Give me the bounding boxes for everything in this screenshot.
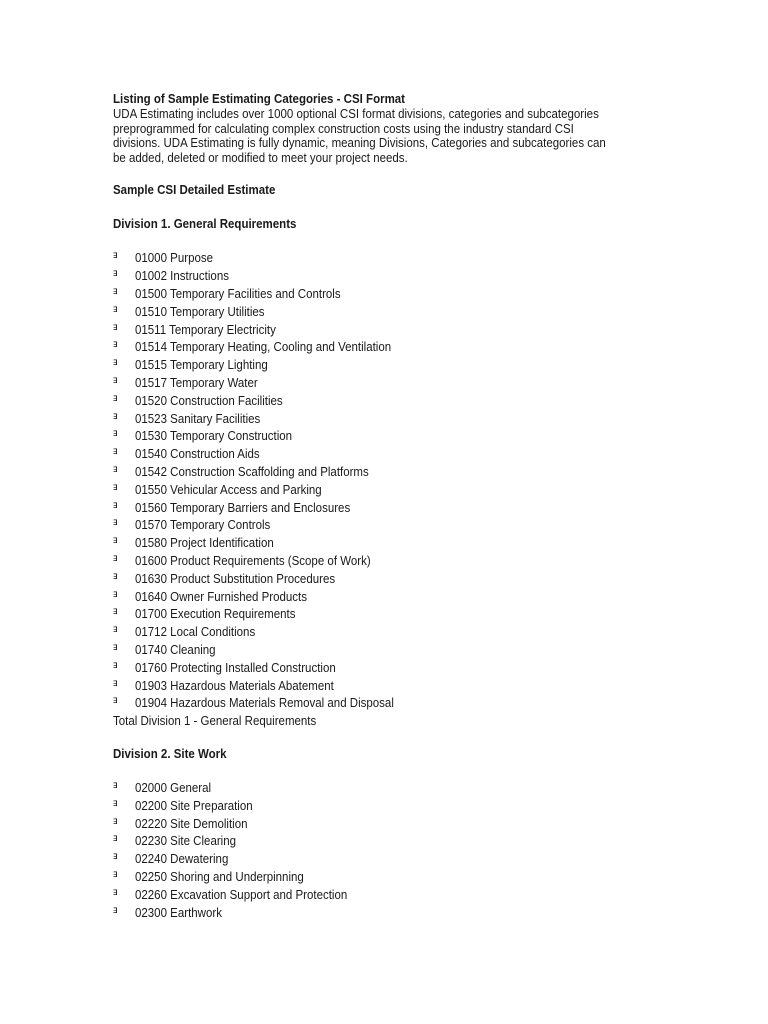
list-item-label: 01760 Protecting Installed Construction	[135, 660, 336, 675]
bullet-icon: ⱻ	[113, 641, 118, 653]
bullet-icon: ⱻ	[113, 624, 118, 636]
list-item-label: 01511 Temporary Electricity	[135, 322, 276, 337]
list-item	[113, 660, 673, 678]
bullet-icon: ⱻ	[113, 904, 118, 916]
list-item-label: 02300 Earthwork	[135, 905, 222, 920]
bullet-icon: ⱻ	[113, 606, 118, 618]
division-2-list	[113, 780, 673, 922]
bullet-icon: ⱻ	[113, 535, 118, 547]
list-item	[113, 339, 673, 357]
bullet-icon: ⱻ	[113, 463, 118, 475]
list-item	[113, 446, 673, 464]
intro-line: preprogrammed for calculating complex construction costs using the industry standard CSI	[113, 121, 574, 136]
bullet-icon: ⱻ	[113, 833, 118, 845]
list-item-label: 01560 Temporary Barriers and Enclosures	[135, 500, 351, 515]
bullet-icon: ⱻ	[113, 250, 118, 262]
list-item-label: 02260 Excavation Support and Protection	[135, 887, 348, 902]
bullet-icon: ⱻ	[113, 677, 118, 689]
list-item	[113, 517, 673, 535]
list-item-label: 02000 General	[135, 781, 212, 796]
bullet-icon: ⱻ	[113, 410, 118, 422]
list-item-label: 01640 Owner Furnished Products	[135, 589, 307, 604]
list-item	[113, 500, 673, 518]
bullet-icon: ⱻ	[113, 588, 118, 600]
list-item	[113, 695, 673, 713]
list-item-label: 01500 Temporary Facilities and Controls	[135, 286, 341, 301]
list-item-label: 01580 Project Identification	[135, 536, 274, 551]
list-item-label: 01700 Execution Requirements	[135, 607, 296, 622]
intro-paragraph	[113, 107, 665, 165]
list-item-label: 01740 Cleaning	[135, 642, 216, 657]
bullet-icon: ⱻ	[113, 499, 118, 511]
intro-line: be added, deleted or modified to meet your project needs.	[113, 150, 408, 165]
list-item	[113, 589, 673, 607]
list-item	[113, 304, 673, 322]
list-item	[113, 606, 673, 624]
list-item	[113, 642, 673, 660]
list-item-label: 01570 Temporary Controls	[135, 518, 271, 533]
list-item	[113, 464, 673, 482]
bullet-icon: ⱻ	[113, 357, 118, 369]
list-item-label: 01510 Temporary Utilities	[135, 304, 265, 319]
list-item-label: 01520 Construction Facilities	[135, 393, 283, 408]
list-item-label: 01000 Purpose	[135, 251, 214, 266]
list-item	[113, 887, 673, 905]
list-item	[113, 780, 673, 798]
list-item	[113, 798, 673, 816]
list-item-label: 02220 Site Demolition	[135, 816, 248, 831]
section-heading: Sample CSI Detailed Estimate	[113, 183, 276, 198]
document-page	[113, 91, 673, 922]
list-item	[113, 869, 673, 887]
list-item	[113, 286, 673, 304]
bullet-icon: ⱻ	[113, 570, 118, 582]
list-item-label: 01523 Sanitary Facilities	[135, 411, 261, 426]
list-item	[113, 816, 673, 834]
list-item	[113, 357, 673, 375]
bullet-icon: ⱻ	[113, 374, 118, 386]
list-item-label: 01002 Instructions	[135, 269, 229, 284]
bullet-icon: ⱻ	[113, 303, 118, 315]
division-2-heading: Division 2. Site Work	[113, 747, 227, 762]
list-item-label: 01600 Product Requirements (Scope of Work)	[135, 553, 371, 568]
list-item	[113, 905, 673, 923]
list-item	[113, 833, 673, 851]
bullet-icon: ⱻ	[113, 886, 118, 898]
bullet-icon: ⱻ	[113, 321, 118, 333]
bullet-icon: ⱻ	[113, 869, 118, 881]
bullet-icon: ⱻ	[113, 428, 118, 440]
bullet-icon: ⱻ	[113, 851, 118, 863]
document-title: Listing of Sample Estimating Categories - CSI Format	[113, 92, 406, 106]
bullet-icon: ⱻ	[113, 815, 118, 827]
list-item-label: 02230 Site Clearing	[135, 834, 237, 849]
list-item	[113, 624, 673, 642]
list-item	[113, 322, 673, 340]
list-item	[113, 571, 673, 589]
list-item-label: 02240 Dewatering	[135, 852, 229, 867]
intro-line: UDA Estimating includes over 1000 optional CSI format divisions, categories and subcategories	[113, 107, 599, 121]
list-item-label: 01712 Local Conditions	[135, 625, 256, 640]
list-item	[113, 535, 673, 553]
list-item	[113, 250, 673, 268]
bullet-icon: ⱻ	[113, 392, 118, 404]
list-item-label: 01530 Temporary Construction	[135, 429, 293, 444]
list-item-label: 01542 Construction Scaffolding and Platforms	[135, 464, 369, 479]
list-item	[113, 268, 673, 286]
bullet-icon: ⱻ	[113, 517, 118, 529]
division-1-list	[113, 250, 673, 713]
list-item-label: 01904 Hazardous Materials Removal and Disposal	[135, 696, 394, 711]
bullet-icon: ⱻ	[113, 780, 118, 792]
bullet-icon: ⱻ	[113, 339, 118, 351]
list-item-label: 01540 Construction Aids	[135, 447, 260, 462]
list-item-label: 01517 Temporary Water	[135, 375, 258, 390]
list-item-label: 01903 Hazardous Materials Abatement	[135, 678, 334, 693]
list-item	[113, 678, 673, 696]
list-item-label: 01550 Vehicular Access and Parking	[135, 482, 322, 497]
list-item	[113, 393, 673, 411]
list-item	[113, 375, 673, 393]
bullet-icon: ⱻ	[113, 695, 118, 707]
list-item-label: 01514 Temporary Heating, Cooling and Ventilation	[135, 340, 392, 355]
list-item	[113, 553, 673, 571]
bullet-icon: ⱻ	[113, 481, 118, 493]
list-item	[113, 428, 673, 446]
division-1-total: Total Division 1 - General Requirements	[113, 714, 317, 729]
list-item	[113, 411, 673, 429]
bullet-icon: ⱻ	[113, 797, 118, 809]
bullet-icon: ⱻ	[113, 552, 118, 564]
bullet-icon: ⱻ	[113, 446, 118, 458]
division-1-heading: Division 1. General Requirements	[113, 217, 297, 232]
list-item-label: 02200 Site Preparation	[135, 798, 253, 813]
list-item	[113, 482, 673, 500]
list-item-label: 01630 Product Substitution Procedures	[135, 571, 336, 586]
bullet-icon: ⱻ	[113, 268, 118, 280]
list-item	[113, 851, 673, 869]
list-item-label: 01515 Temporary Lighting	[135, 358, 268, 373]
list-item-label: 02250 Shoring and Underpinning	[135, 870, 304, 885]
bullet-icon: ⱻ	[113, 659, 118, 671]
bullet-icon: ⱻ	[113, 285, 118, 297]
intro-line: divisions. UDA Estimating is fully dynamic, meaning Divisions, Categories and subcategories can	[113, 136, 606, 151]
